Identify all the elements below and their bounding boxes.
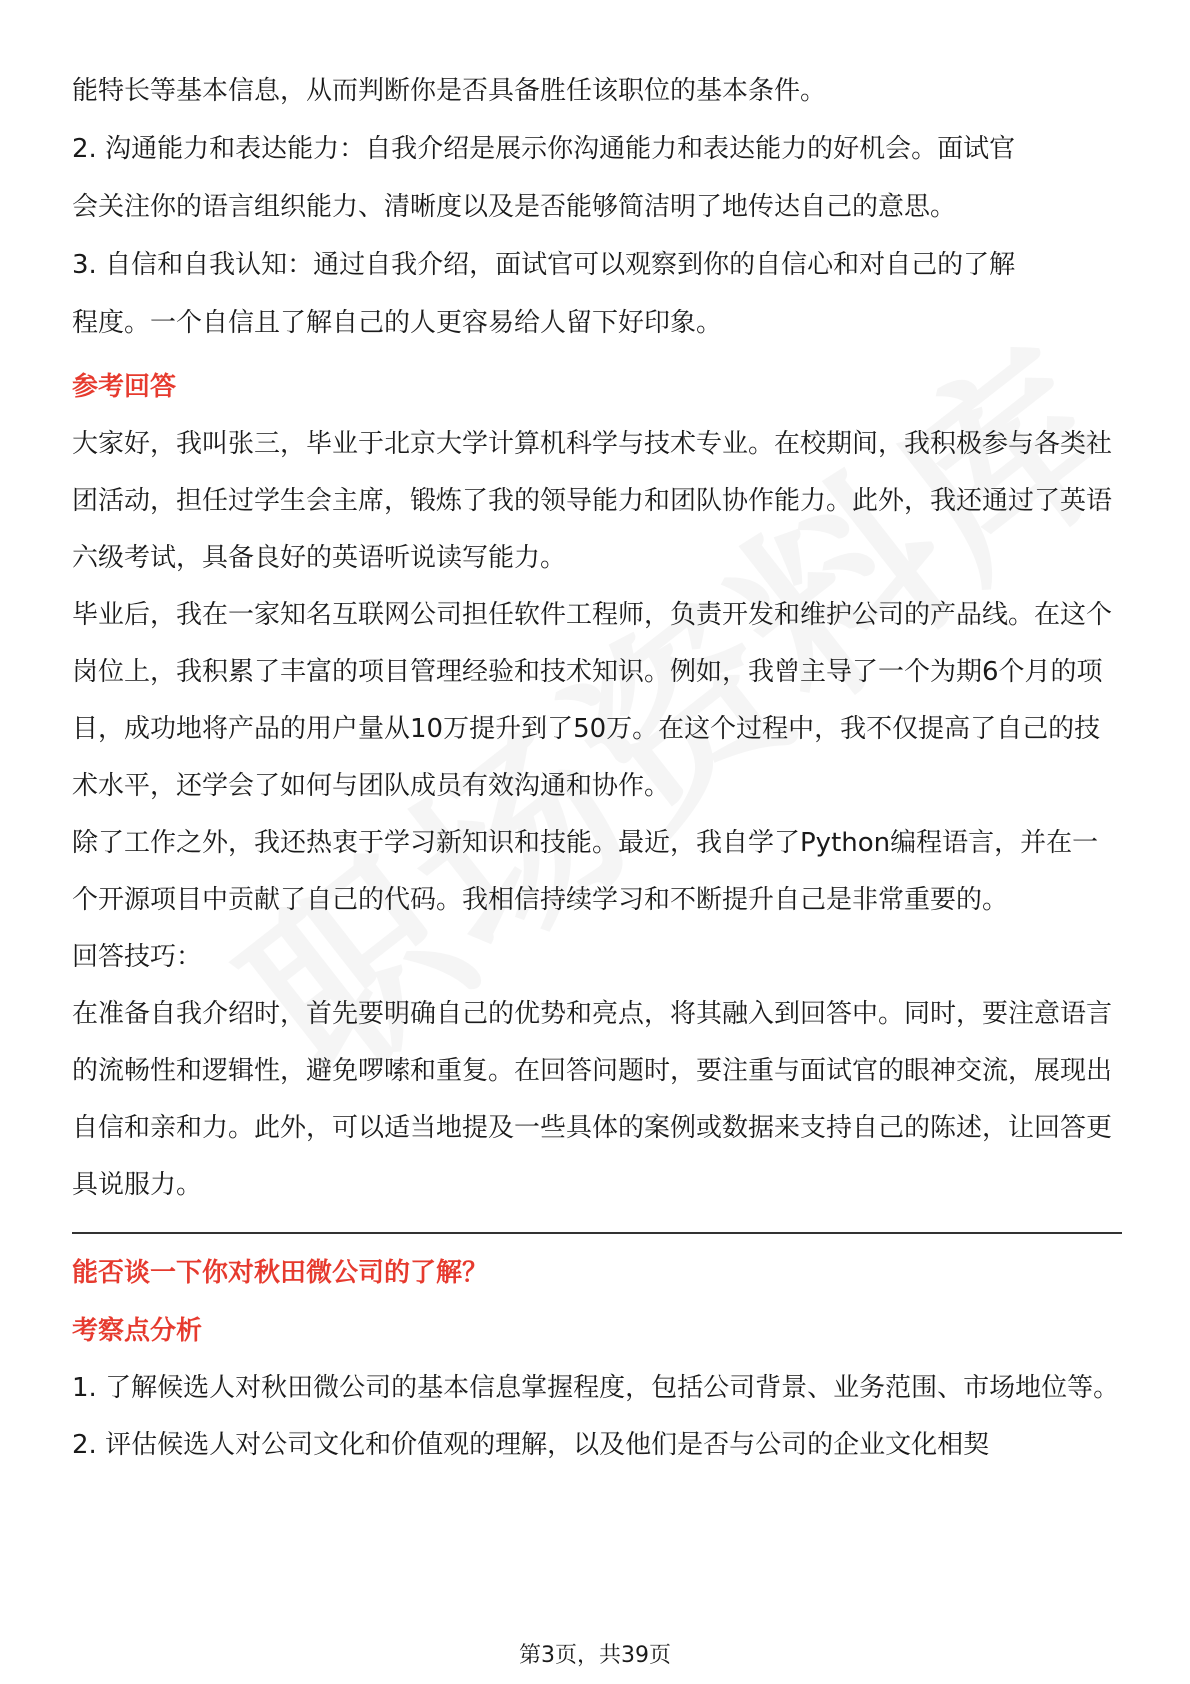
- answer-paragraph: 大家好，我叫张三，毕业于北京大学计算机科学与技术专业。在校期间，我积极参与各类社团活动，担任过学生会主席，锻炼了我的领导能力和团队协作能力。此外，我还通过了英语六级考试，具备良好的英语听说读写能力。: [72, 429, 1113, 573]
- text-line: 程度。一个自信且了解自己的人更容易给人留下好印象。: [72, 308, 723, 338]
- text-line: 3. 自信和自我认知：通过自我介绍，面试官可以观察到你的自信心和对自己的了解: [72, 250, 1016, 280]
- reference-answer: [72, 358, 1122, 1214]
- evaluation-points-continued: [72, 62, 1122, 352]
- section-divider: [72, 1232, 1122, 1234]
- question-2: [72, 1244, 1122, 1474]
- analysis-heading: 考察点分析: [72, 1316, 203, 1346]
- analysis-item: 1. 了解候选人对秋田微公司的基本信息掌握程度，包括公司背景、业务范围、市场地位等。: [72, 1373, 1120, 1403]
- text-line: 会关注你的语言组织能力、清晰度以及是否能够简洁明了地传达自己的意思。: [72, 192, 957, 222]
- text-line: 2. 沟通能力和表达能力：自我介绍是展示你沟通能力和表达能力的好机会。面试官: [72, 134, 1016, 164]
- question-title: 能否谈一下你对秋田微公司的了解？: [72, 1258, 489, 1288]
- analysis-item: 2. 评估候选人对公司文化和价值观的理解，以及他们是否与公司的企业文化相契: [72, 1430, 990, 1460]
- answer-tips-label: 回答技巧：: [72, 942, 203, 972]
- answer-paragraph: 除了工作之外，我还热衷于学习新知识和技能。最近，我自学了Python编程语言，并在一个开源项目中贡献了自己的代码。我相信持续学习和不断提升自己是非常重要的。: [72, 828, 1099, 915]
- reference-answer-heading: 参考回答: [72, 372, 177, 402]
- page-number: 第3页，共39页: [519, 1643, 671, 1668]
- answer-paragraph: 毕业后，我在一家知名互联网公司担任软件工程师，负责开发和维护公司的产品线。在这个岗位上，我积累了丰富的项目管理经验和技术知识。例如，我曾主导了一个为期6个月的项目，成功地将产品的用户量从10万提升到了50万。在这个过程中，我不仅提高了自己的技术水平，还学会了如何与团队成员有效沟通和协作。: [72, 600, 1113, 801]
- text-line: 能特长等基本信息，从而判断你是否具备胜任该职位的基本条件。: [72, 76, 827, 106]
- page-content: [72, 62, 1122, 1474]
- answer-tips-paragraph: 在准备自我介绍时，首先要明确自己的优势和亮点，将其融入到回答中。同时，要注意语言的流畅性和逻辑性，避免啰嗦和重复。在回答问题时，要注重与面试官的眼神交流，展现出自信和亲和力。此外，可以适当地提及一些具体的案例或数据来支持自己的陈述，让回答更具说服力。: [72, 999, 1113, 1200]
